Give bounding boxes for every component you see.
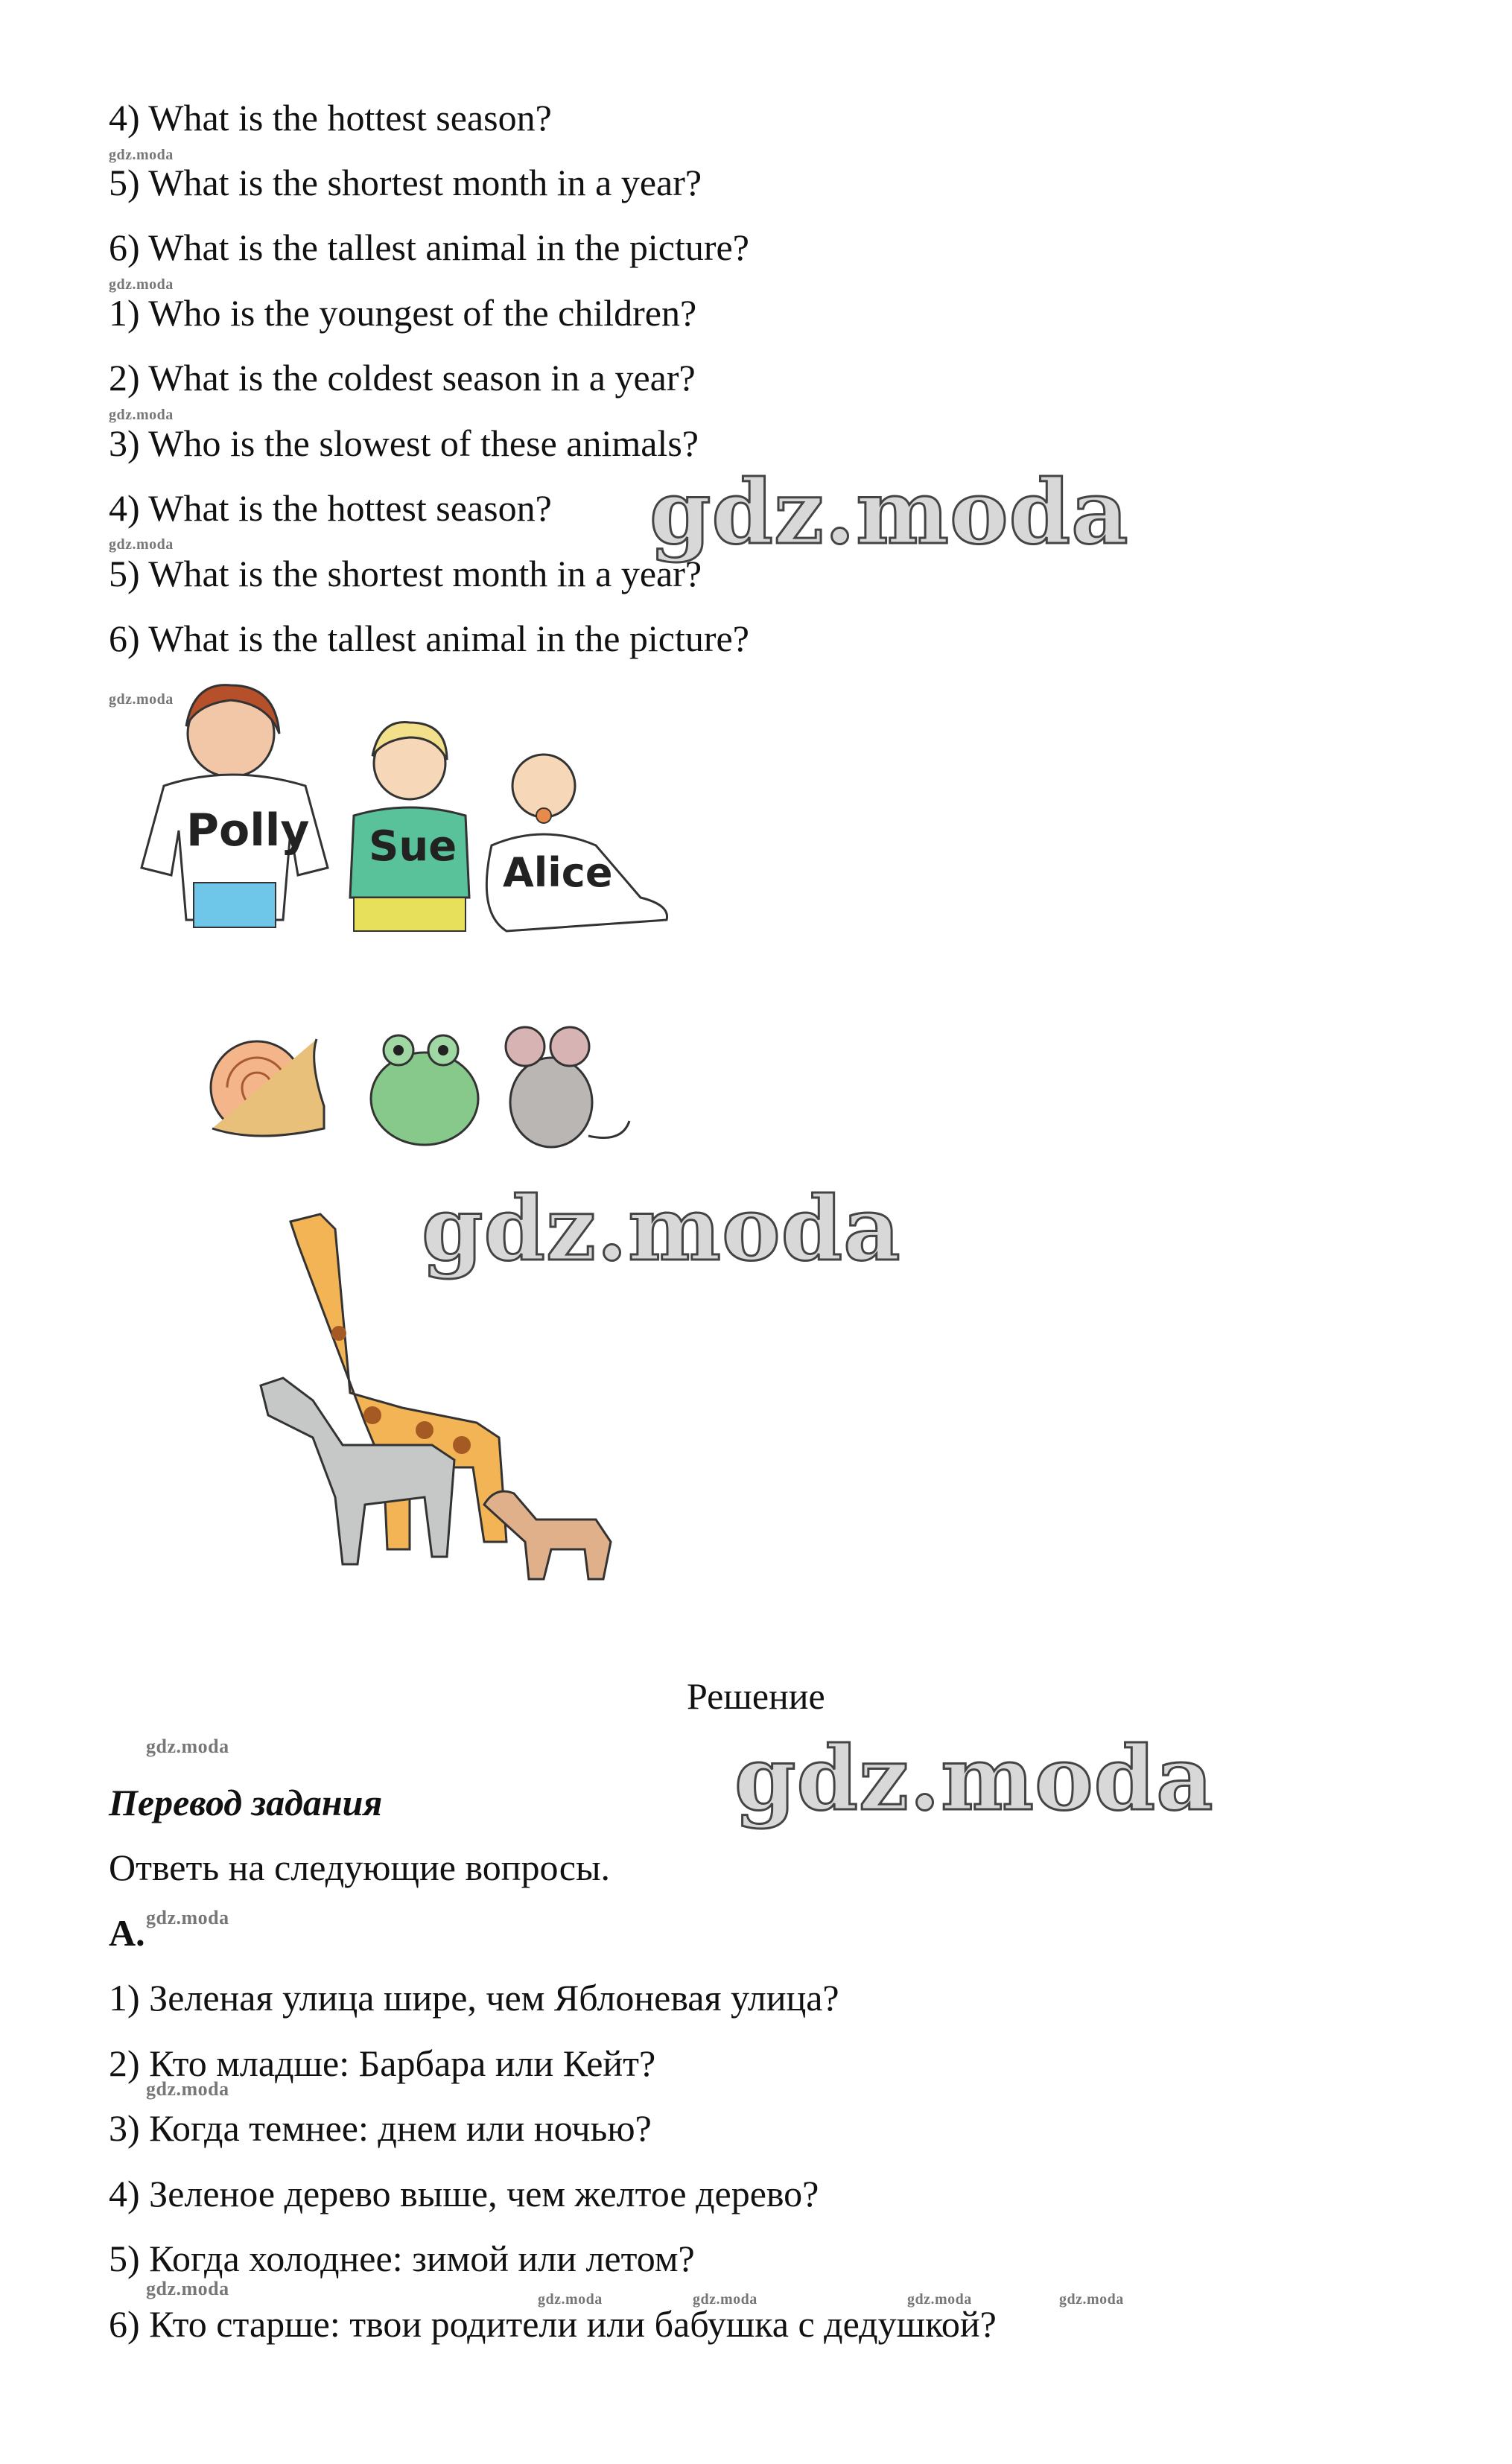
translation-line: 1) Зеленая улица шире, чем Яблоневая улица? bbox=[109, 1977, 839, 2019]
small-animals-illustration bbox=[197, 1017, 637, 1158]
watermark-small: gdz.moda bbox=[1059, 2291, 1124, 2308]
section-heading: Перевод задания bbox=[109, 1782, 383, 1823]
translation-line: 6) Кто старше: твои родители или бабушка с дедушкой? bbox=[109, 2303, 997, 2345]
polly-figure bbox=[142, 685, 328, 927]
solution-title: Решение bbox=[687, 1675, 825, 1717]
instruction-text: Ответь на следующие вопросы. bbox=[109, 1847, 611, 1888]
large-animals-illustration bbox=[238, 1199, 626, 1616]
watermark-small: gdz.moda bbox=[146, 2278, 229, 2299]
polly-label: Polly bbox=[186, 804, 310, 857]
watermark-small: gdz.moda bbox=[538, 2291, 603, 2308]
watermark-small: gdz.moda bbox=[146, 2078, 229, 2100]
question-line: 5) What is the shortest month in a year? bbox=[109, 162, 702, 203]
children-illustration bbox=[119, 674, 685, 957]
watermark-large: gdz.moda bbox=[734, 1727, 1214, 1830]
alice-label: Alice bbox=[503, 849, 613, 896]
sue-label: Sue bbox=[369, 822, 457, 871]
watermark-small: gdz.moda bbox=[109, 147, 174, 163]
translation-line: 4) Зеленое дерево выше, чем желтое дерево? bbox=[109, 2173, 819, 2214]
watermark-large: gdz.moda bbox=[422, 1177, 901, 1280]
question-line: 3) Who is the slowest of these animals? bbox=[109, 422, 699, 464]
frog-figure bbox=[371, 1035, 478, 1145]
part-label: A. bbox=[109, 1912, 145, 1954]
translation-line: 2) Кто младше: Барбара или Кейт? bbox=[109, 2042, 656, 2084]
watermark-small: gdz.moda bbox=[693, 2291, 757, 2308]
question-line: 4) What is the hottest season? bbox=[109, 97, 552, 139]
question-line: 6) What is the tallest animal in the picture? bbox=[109, 617, 749, 659]
watermark-small: gdz.moda bbox=[109, 276, 174, 293]
question-line: 4) What is the hottest season? bbox=[109, 487, 552, 529]
watermark-small: gdz.moda bbox=[907, 2291, 972, 2308]
question-line: 2) What is the coldest season in a year? bbox=[109, 357, 696, 399]
snail-figure bbox=[211, 1039, 324, 1136]
watermark-small: gdz.moda bbox=[109, 407, 174, 423]
watermark-large: gdz.moda bbox=[649, 460, 1129, 564]
translation-line: 5) Когда холоднее: зимой или летом? bbox=[109, 2238, 695, 2279]
alice-figure bbox=[486, 755, 667, 931]
translation-line: 3) Когда темнее: днем или ночью? bbox=[109, 2107, 652, 2149]
watermark-small: gdz.moda bbox=[109, 691, 174, 708]
watermark-small: gdz.moda bbox=[146, 1907, 229, 1928]
sue-figure bbox=[350, 723, 469, 931]
question-line: 5) What is the shortest month in a year? bbox=[109, 553, 702, 594]
watermark-small: gdz.moda bbox=[146, 1736, 229, 1757]
watermark-small: gdz.moda bbox=[109, 536, 174, 553]
question-line: 6) What is the tallest animal in the picture? bbox=[109, 226, 749, 268]
question-line: 1) Who is the youngest of the children? bbox=[109, 292, 697, 334]
mouse-figure bbox=[506, 1027, 629, 1147]
